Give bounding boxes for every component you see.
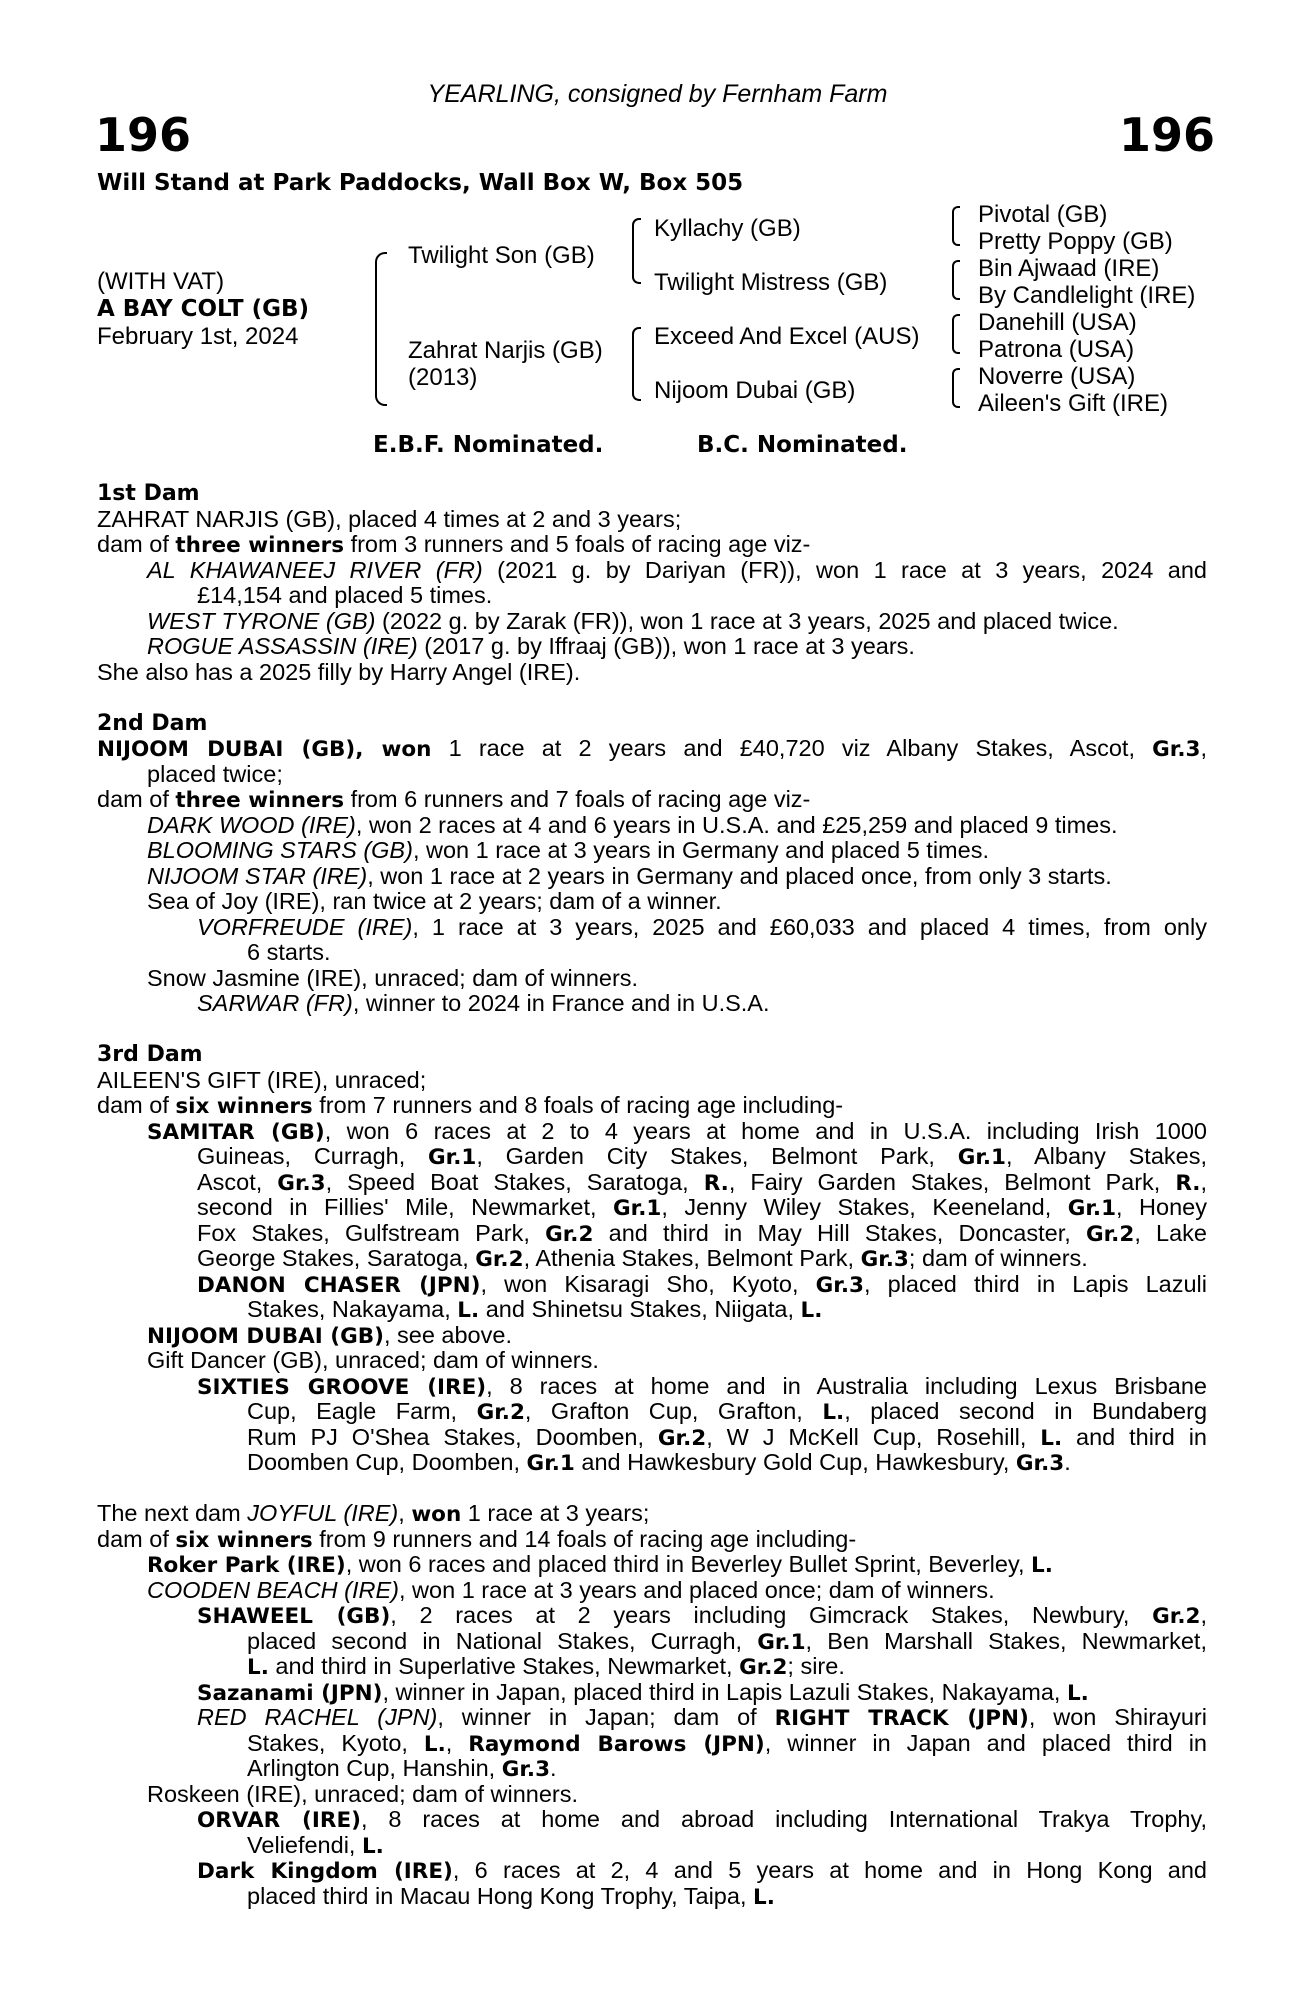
text-run: , won 6 races and placed third in Beverley Bullet Sprint, Beverley, [345, 1551, 1032, 1577]
text-run: She also has a 2025 filly by Harry Angel (IRE). [97, 658, 581, 685]
bold-run: ORVAR (IRE) [197, 1808, 361, 1833]
pedigree-sire-dam: Twilight Mistress (GB) [654, 269, 888, 296]
bold-run: Gr.2 [1086, 1221, 1135, 1247]
text-run: 2nd Dam [97, 710, 208, 736]
text-line [97, 1654, 1207, 1680]
bold-run: Gr.1 [526, 1451, 575, 1476]
text-line [97, 991, 1207, 1017]
pedigree-bracket-dam [632, 327, 641, 401]
bold-run: Gr.1 [757, 1629, 806, 1655]
text-line [97, 838, 1207, 864]
text-line [97, 1782, 1207, 1808]
bold-run: L. [361, 1833, 384, 1859]
pedigree-ds-sire: Danehill (USA) [978, 309, 1137, 336]
text-line [97, 1884, 1207, 1910]
text-run: , Speed Boat Stakes, Saratoga, [325, 1168, 704, 1195]
text-line [97, 1297, 1207, 1323]
text-line [97, 1578, 1207, 1604]
text-run: , won 1 race at 2 years in Germany and placed once, from only 3 starts. [367, 862, 1112, 889]
text-run: 3rd Dam [97, 1042, 203, 1067]
text-line [97, 1068, 1207, 1094]
text-line [97, 889, 1207, 915]
pedigree-bracket-sd [952, 260, 960, 300]
text-run: Ascot, [197, 1168, 278, 1195]
text-run: , won 1 race at 3 years and placed once; dam of winners. [399, 1576, 995, 1603]
text-run: and third in Superlative Stakes, Newmarket, [268, 1653, 740, 1679]
text-line [97, 609, 1207, 635]
pedigree-dd-dam: Aileen's Gift (IRE) [978, 390, 1168, 417]
lot-number-right: 196 [1118, 108, 1215, 162]
text-run: placed second in National Stakes, Curragh, [247, 1627, 758, 1654]
bold-run: Gr.1 [1067, 1196, 1117, 1221]
bold-run: three winners [175, 533, 345, 558]
text-line [97, 1731, 1207, 1757]
text-run: , Fairy Garden Stakes, Belmont Park, [728, 1168, 1176, 1195]
bold-run: Gr.2 [1152, 1604, 1201, 1629]
pedigree-bracket-main [375, 252, 387, 406]
text-run: . [550, 1755, 557, 1781]
consignment-header: YEARLING, consigned by Fernham Farm [427, 80, 888, 108]
text-run: 1 race at 3 years; [461, 1500, 650, 1526]
text-run: , Grafton Cup, Grafton, [524, 1398, 823, 1424]
text-run: Roskeen (IRE), unraced; dam of winners. [147, 1780, 579, 1807]
italic-run: RED RACHEL (JPN) [197, 1704, 438, 1730]
bold-run: DANON CHASER (JPN) [197, 1272, 481, 1298]
text-run: Stakes, Kyoto, [247, 1729, 424, 1756]
text-line [97, 1425, 1207, 1451]
text-run: , placed second in Bundaberg [844, 1398, 1208, 1424]
pedigree-bracket-ss [952, 206, 960, 246]
text-run: , see above. [383, 1321, 512, 1348]
text-run: The next dam [97, 1500, 248, 1526]
text-line [97, 915, 1207, 941]
bold-run: Gr.2 [739, 1655, 788, 1680]
text-run: and third in May Hill Stakes, Doncaster, [593, 1219, 1086, 1246]
text-run: Cup, Eagle Farm, [247, 1398, 477, 1424]
pedigree-dam: Zahrat Narjis (GB) [408, 337, 603, 364]
italic-run: AL KHAWANEEJ RIVER (FR) [147, 556, 483, 583]
text-run: dam of [97, 1525, 176, 1552]
text-line [97, 1833, 1207, 1859]
bold-run: Raymond Barows (JPN) [468, 1731, 765, 1757]
text-line [97, 1399, 1207, 1425]
pedigree-sire-sire: Kyllachy (GB) [654, 215, 801, 242]
text-line [97, 1756, 1207, 1782]
section-heading [97, 711, 1207, 737]
produce-record [97, 481, 1207, 1909]
text-run: ZAHRAT NARJIS (GB), placed 4 times at 2 and 3 years; [97, 505, 682, 532]
bold-run: Gr.3 [1152, 737, 1201, 762]
bold-run: six winners [175, 1094, 313, 1119]
text-run: from 6 runners and 7 foals of racing age viz- [344, 786, 811, 812]
bc-nomination: B.C. Nominated. [697, 432, 908, 458]
italic-run: DARK WOOD (IRE) [147, 811, 356, 838]
text-run: Guineas, Curragh, [197, 1143, 429, 1169]
text-run: , winner to 2024 in France and in U.S.A. [352, 990, 770, 1016]
text-run: Fox Stakes, Gulfstream Park, [197, 1219, 546, 1246]
text-line [97, 583, 1207, 609]
bold-run: RIGHT TRACK (JPN) [774, 1706, 1029, 1731]
text-run: , won 2 races at 4 and 6 years in U.S.A. and £25,259 and placed 9 times. [355, 811, 1118, 838]
text-line [97, 1195, 1207, 1221]
text-line [97, 736, 1207, 762]
pedigree-bracket-ds [952, 314, 960, 354]
text-line [97, 762, 1207, 788]
text-run: and third in [1062, 1423, 1207, 1450]
text-run: and Shinetsu Stakes, Niigata, [479, 1296, 801, 1322]
text-line [97, 1705, 1207, 1731]
bold-run: L. [457, 1298, 480, 1323]
horse-dob: February 1st, 2024 [97, 323, 299, 350]
text-run: £14,154 and placed 5 times. [197, 582, 493, 608]
bold-run: L. [800, 1298, 823, 1323]
text-line [97, 1374, 1207, 1400]
text-line [97, 1858, 1207, 1884]
text-run: Doomben Cup, Doomben, [247, 1449, 527, 1475]
text-line [97, 1348, 1207, 1374]
pedigree-ss-dam: Pretty Poppy (GB) [978, 228, 1173, 255]
text-run: , winner in Japan; dam of [437, 1704, 775, 1730]
bold-run: Gr.2 [657, 1425, 707, 1451]
italic-run: ROGUE ASSASSIN (IRE) [147, 633, 418, 659]
bold-run: Gr.3 [501, 1757, 551, 1782]
pedigree-dd-sire: Noverre (USA) [978, 363, 1136, 390]
text-run: Gift Dancer (GB), unraced; dam of winners. [147, 1347, 599, 1373]
bold-run: Gr.2 [475, 1247, 524, 1272]
text-run: , 2 races at 2 years including Gimcrack Stakes, Newbury, [390, 1602, 1153, 1628]
pedigree-ds-dam: Patrona (USA) [978, 336, 1135, 363]
bold-run: L. [247, 1655, 269, 1680]
section-heading [97, 481, 1207, 507]
text-run: from 9 runners and 14 foals of racing age including- [312, 1525, 857, 1552]
bold-run: Gr.3 [277, 1170, 326, 1196]
bold-run: Gr.3 [1015, 1451, 1065, 1476]
text-run: , Honey [1116, 1194, 1207, 1220]
text-run: , Albany Stakes, [1006, 1143, 1207, 1169]
section-heading [97, 1042, 1207, 1068]
text-line [97, 1807, 1207, 1833]
text-line [97, 1629, 1207, 1655]
text-run: ; sire. [787, 1653, 845, 1679]
text-line [97, 940, 1207, 966]
stand-location: Will Stand at Park Paddocks, Wall Box W, Box 505 [97, 170, 744, 196]
text-run: placed third in Macau Hong Kong Trophy, Taipa, [247, 1882, 753, 1909]
text-line [97, 1323, 1207, 1349]
text-line [97, 864, 1207, 890]
bold-run: R. [703, 1170, 729, 1196]
bold-run: Sazanami (JPN) [197, 1680, 383, 1706]
pedigree-sd-dam: By Candlelight (IRE) [978, 282, 1196, 309]
text-run: , won Kisaragi Sho, Kyoto, [480, 1270, 816, 1297]
bold-run: Gr.3 [860, 1247, 909, 1272]
bold-run: Gr.2 [476, 1400, 525, 1425]
text-line [97, 634, 1207, 660]
text-run: 1st Dam [97, 481, 200, 506]
bold-run: three winners [175, 788, 345, 813]
bold-run: SHAWEEL (GB) [197, 1604, 391, 1629]
text-run: . [1064, 1449, 1071, 1475]
text-run: , won 6 races at 2 to 4 years at home and in U.S.A. including Irish 1000 [324, 1117, 1207, 1144]
bold-run: L. [753, 1884, 775, 1910]
bold-run: R. [1175, 1170, 1201, 1196]
text-run: and Hawkesbury Gold Cup, Hawkesbury, [574, 1449, 1016, 1475]
text-line [97, 1680, 1207, 1706]
ebf-nomination: E.B.F. Nominated. [373, 432, 604, 458]
text-line [97, 558, 1207, 584]
bold-run: Gr.1 [613, 1196, 662, 1221]
spacer [97, 1017, 1207, 1043]
text-run: , 8 races at home and in Australia including Lexus Brisbane [486, 1372, 1207, 1399]
text-run: , [1200, 735, 1207, 761]
text-run: , winner in Japan and placed third in [764, 1729, 1207, 1756]
pedigree-sd-sire: Bin Ajwaad (IRE) [978, 255, 1160, 282]
bold-run: SAMITAR (GB) [147, 1119, 325, 1145]
text-run: Snow Jasmine (IRE), unraced; dam of winners. [147, 964, 639, 991]
text-run: , [1200, 1168, 1207, 1195]
italic-run: COODEN BEACH (IRE) [147, 1576, 399, 1603]
bold-run: NIJOOM DUBAI (GB) [147, 1323, 384, 1349]
text-run: , Athenia Stakes, Belmont Park, [523, 1245, 861, 1271]
text-run: dam of [97, 786, 176, 812]
text-line [97, 787, 1207, 813]
bold-run: Gr.1 [428, 1145, 477, 1170]
italic-run: SARWAR (FR) [197, 990, 353, 1016]
lot-number-left: 196 [95, 108, 192, 162]
text-run: , Ben Marshall Stakes, Newmarket, [805, 1627, 1207, 1654]
italic-run: BLOOMING STARS (GB) [147, 837, 413, 863]
text-line [97, 1272, 1207, 1298]
vat-note: (WITH VAT) [97, 268, 225, 295]
text-run: AILEEN'S GIFT (IRE), unraced; [97, 1066, 427, 1093]
text-run: , 8 races at home and abroad including International Trakya Trophy, [360, 1806, 1208, 1832]
text-run: second in Fillies' Mile, Newmarket, [197, 1194, 614, 1220]
text-run: ; dam of winners. [908, 1245, 1088, 1271]
text-line [97, 660, 1207, 686]
bold-run: L. [1031, 1553, 1053, 1578]
text-line [97, 813, 1207, 839]
text-line [97, 1170, 1207, 1196]
text-line [97, 1527, 1207, 1553]
text-line [97, 532, 1207, 558]
text-line [97, 1501, 1207, 1527]
text-run: Rum PJ O'Shea Stakes, Doomben, [247, 1423, 658, 1450]
horse-name: A BAY COLT (GB) [97, 296, 310, 322]
text-run: , won 1 race at 3 years in Germany and placed 5 times. [412, 837, 989, 863]
text-run: Sea of Joy (IRE), ran twice at 2 years; dam of a winner. [147, 888, 722, 914]
text-run: , [398, 1500, 412, 1526]
text-run: , 6 races at 2, 4 and 5 years at home and in Hong Kong and [452, 1857, 1207, 1883]
bold-run: NIJOOM DUBAI (GB), won [97, 737, 432, 762]
italic-run: VORFREUDE (IRE) [197, 913, 413, 940]
text-run: , Jenny Wiley Stakes, Keeneland, [661, 1194, 1068, 1220]
text-line [97, 1246, 1207, 1272]
bold-run: Gr.2 [545, 1221, 594, 1247]
pedigree-bracket-sire [632, 218, 641, 284]
text-line [97, 1450, 1207, 1476]
bold-run: L. [1040, 1425, 1063, 1451]
text-run: from 7 runners and 8 foals of racing age including- [312, 1092, 844, 1118]
bold-run: Dark Kingdom (IRE) [197, 1859, 453, 1884]
text-run: , [445, 1729, 469, 1756]
bold-run: L. [822, 1400, 845, 1425]
text-run: Stakes, Nakayama, [247, 1296, 458, 1322]
text-run: from 3 runners and 5 foals of racing age viz- [344, 531, 811, 557]
text-run: (2022 g. by Zarak (FR)), won 1 race at 3 years, 2025 and placed twice. [375, 607, 1119, 634]
bold-run: Roker Park (IRE) [147, 1553, 346, 1578]
bold-run: L. [1066, 1680, 1089, 1706]
text-line [97, 1144, 1207, 1170]
spacer [97, 685, 1207, 711]
text-line [97, 507, 1207, 533]
italic-run: WEST TYRONE (GB) [147, 607, 376, 634]
italic-run: JOYFUL (IRE) [247, 1500, 399, 1526]
pedigree-dam-dam: Nijoom Dubai (GB) [654, 377, 856, 404]
text-run: , Lake [1134, 1219, 1208, 1246]
text-line [97, 966, 1207, 992]
pedigree-bracket-dd [952, 368, 960, 408]
spacer [97, 1476, 1207, 1502]
text-run: dam of [97, 1092, 176, 1118]
text-run: George Stakes, Saratoga, [197, 1245, 476, 1271]
text-run: , Garden City Stakes, Belmont Park, [476, 1143, 958, 1169]
bold-run: six winners [175, 1527, 313, 1553]
text-run: dam of [97, 531, 176, 557]
text-run: (2017 g. by Iffraaj (GB)), won 1 race at 3 years. [417, 633, 915, 659]
text-run: , W J McKell Cup, Rosehill, [706, 1423, 1041, 1450]
pedigree-sire: Twilight Son (GB) [408, 242, 595, 269]
text-run: (2021 g. by Dariyan (FR)), won 1 race at 3 years, 2024 and [482, 556, 1207, 583]
pedigree-ss-sire: Pivotal (GB) [978, 201, 1108, 228]
bold-run: SIXTIES GROOVE (IRE) [197, 1374, 487, 1400]
bold-run: L. [423, 1731, 446, 1757]
text-run: 6 starts. [247, 939, 331, 965]
text-run: , 1 race at 3 years, 2025 and £60,033 and placed 4 times, from only [412, 913, 1207, 940]
pedigree-dam-year: (2013) [408, 364, 478, 391]
italic-run: NIJOOM STAR (IRE) [147, 862, 368, 889]
text-run: 1 race at 2 years and £40,720 viz Albany Stakes, Ascot, [431, 735, 1153, 761]
pedigree-dam-sire: Exceed And Excel (AUS) [654, 323, 920, 350]
text-line [97, 1221, 1207, 1247]
text-run: , won Shirayuri [1028, 1704, 1207, 1730]
bold-run: won [411, 1502, 462, 1527]
text-line [97, 1603, 1207, 1629]
text-run: , winner in Japan, placed third in Lapis Lazuli Stakes, Nakayama, [382, 1678, 1067, 1705]
bold-run: Gr.1 [957, 1145, 1007, 1170]
text-line [97, 1552, 1207, 1578]
text-line [97, 1119, 1207, 1145]
text-run: Arlington Cup, Hanshin, [247, 1755, 502, 1781]
text-run: , [1200, 1602, 1207, 1628]
bold-run: Gr.3 [815, 1272, 864, 1298]
text-run: , placed third in Lapis Lazuli [863, 1270, 1207, 1297]
text-line [97, 1093, 1207, 1119]
text-run: placed twice; [147, 760, 283, 787]
text-run: Veliefendi, [247, 1831, 362, 1858]
